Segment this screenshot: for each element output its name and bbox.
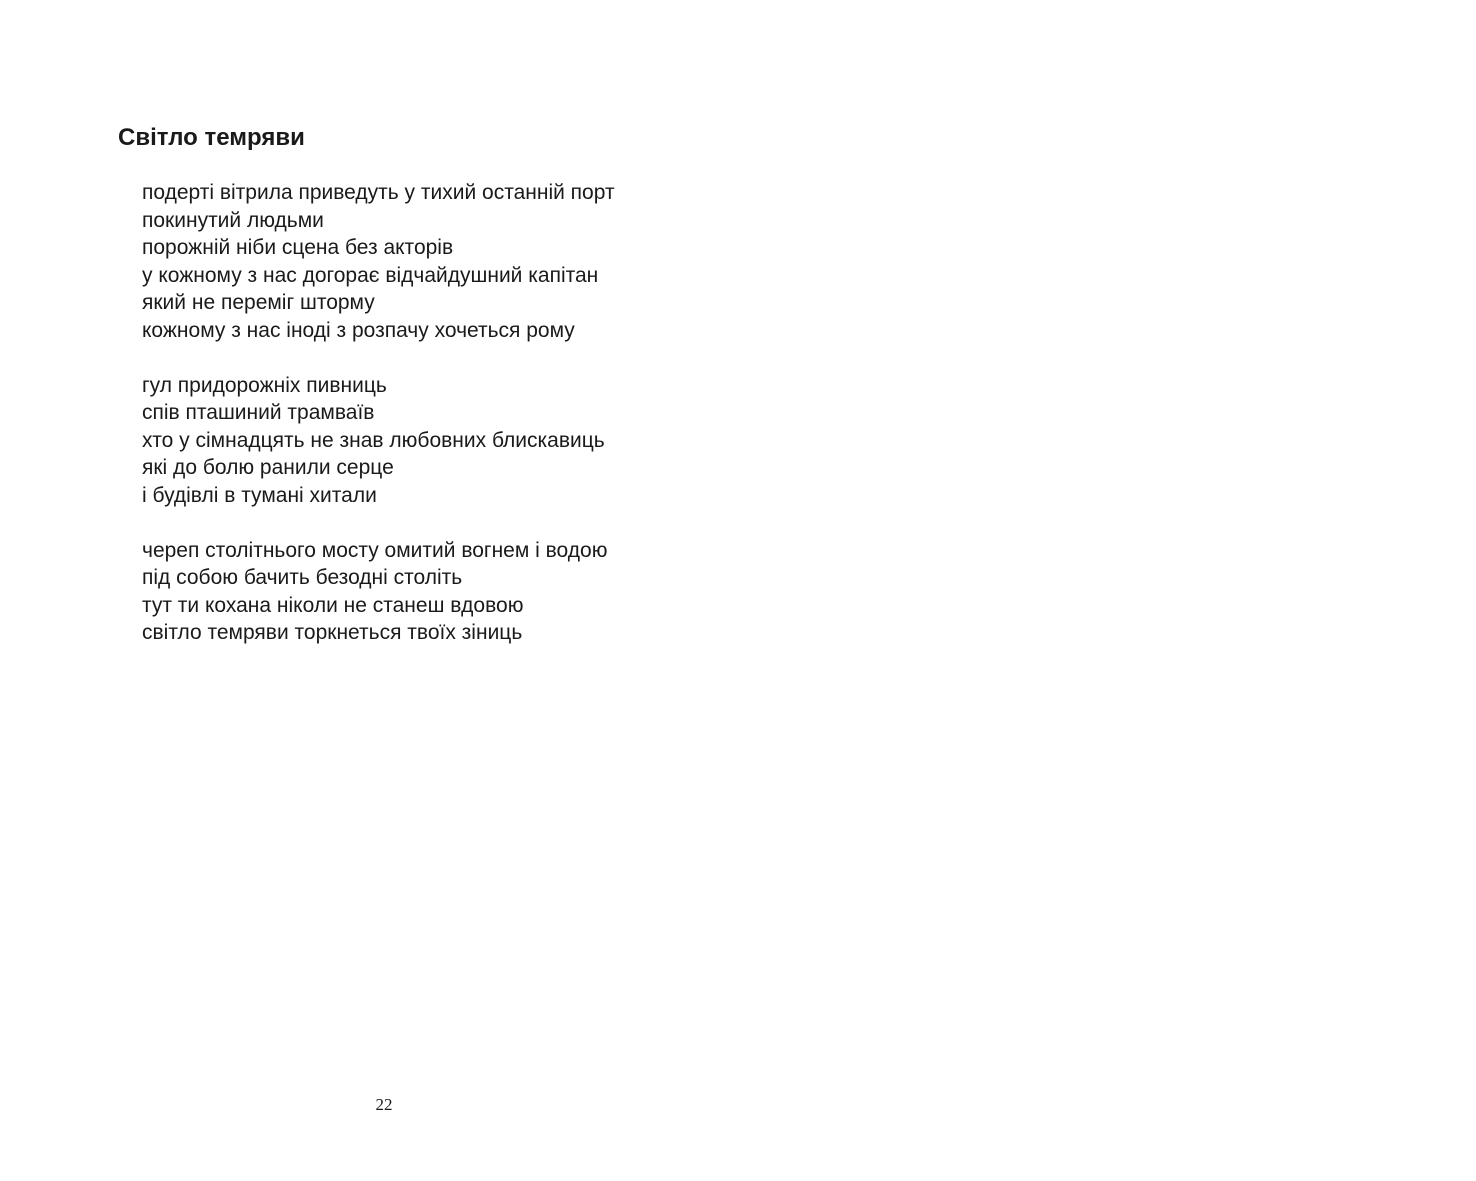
poem-line: порожній ніби сцена без акторів (142, 236, 454, 259)
poem-line: кожному з нас іноді з розпачу хочеться рому (142, 318, 575, 342)
poem-line: світло темряви торкнеться твоїх зіниць (142, 621, 523, 644)
poem-line: який не переміг шторму (142, 291, 375, 314)
poem-title: Світло темряви (118, 124, 305, 151)
page-number: 22 (375, 1095, 393, 1114)
poem-line: спів пташиний трамваїв (142, 401, 375, 424)
poem-line: у кожному з нас догорає відчайдушний капітан (142, 263, 599, 287)
stanza-1 (142, 179, 702, 344)
poem-line: подерті вітрила приведуть у тихий останній порт (142, 181, 615, 204)
poem-body (142, 179, 702, 674)
poem-line: хто у сімнадцять не знав любовних блискавиць (142, 428, 605, 452)
poem-line: гул придорожніх пивниць (142, 373, 387, 397)
poem-line: покинутий людьми (142, 208, 324, 232)
stanza-3 (142, 537, 702, 647)
stanza-2 (142, 372, 702, 510)
poem-line: тут ти кохана ніколи не станеш вдовою (142, 593, 524, 617)
poem-line: череп столітнього мосту омитий вогнем і водою (142, 538, 608, 562)
poem-line: які до болю ранили серце (142, 456, 394, 479)
poem-line: під собою бачить безодні століть (142, 566, 463, 589)
poem-line: і будівлі в тумані хитали (142, 483, 377, 507)
